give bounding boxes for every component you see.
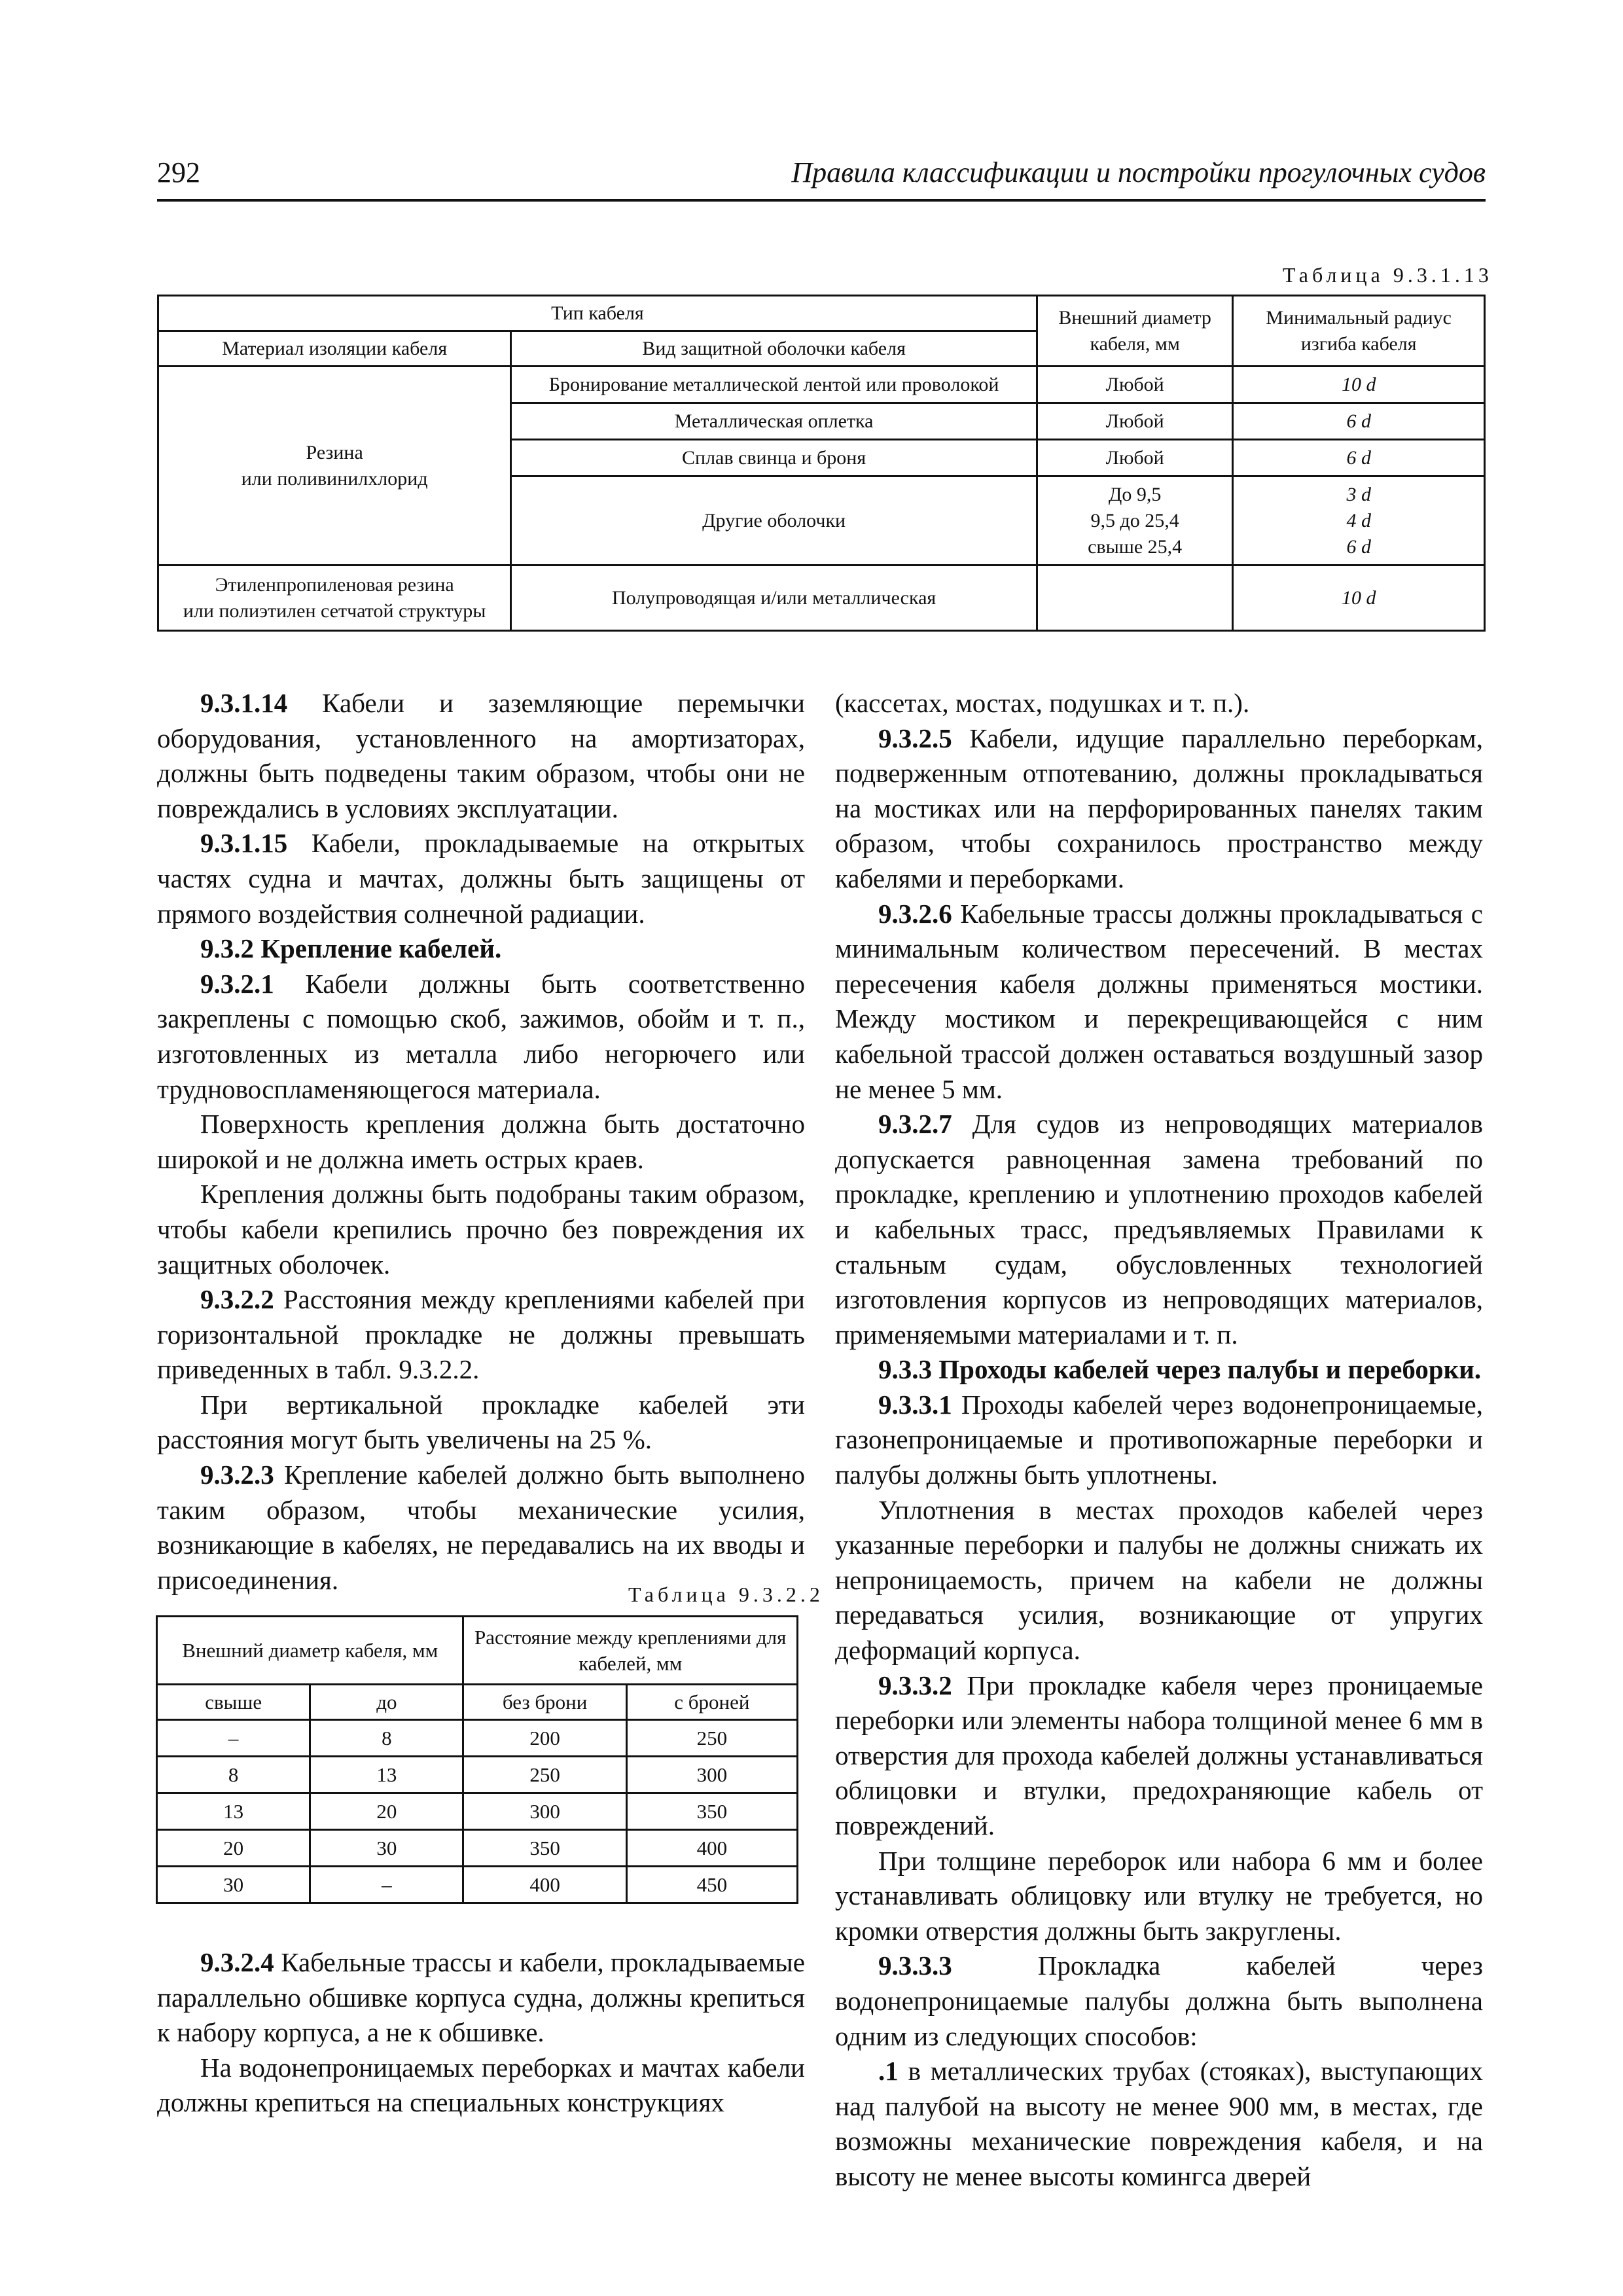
paragraph: 9.3.2.3 Крепление кабелей должно быть выполнено таким образом, чтобы механические усилия, возникающие в кабелях, не передавались на их вводы и присоединения. xyxy=(157,1460,805,1595)
table-cell: 30 xyxy=(157,1867,310,1903)
cable-fastening-distance-table xyxy=(156,1615,798,1904)
paragraph: При вертикальной прокладке кабелей эти расстояния могут быть увеличены на 25 %. xyxy=(157,1389,805,1455)
table-cell: 6 d xyxy=(1233,403,1485,440)
header-distance: Расстояние между креплениями для кабелей, мм xyxy=(463,1617,798,1685)
table-cell: 400 xyxy=(626,1830,797,1867)
table-cell: 8 xyxy=(157,1757,310,1793)
table-cell: Любой xyxy=(1037,403,1233,440)
right-column xyxy=(835,686,1483,2195)
table-cell: 10 d xyxy=(1233,565,1485,631)
table-cell: Металлическая оплетка xyxy=(511,403,1037,440)
paragraph: Поверхность крепления должна быть достаточно широкой и не должна иметь острых краев. xyxy=(157,1109,805,1174)
table-cell: 3 d 4 d 6 d xyxy=(1233,476,1485,565)
table-row xyxy=(157,1757,798,1793)
left-column-bottom xyxy=(157,1945,805,2121)
cable-bend-radius-table xyxy=(157,295,1486,632)
header-armored: с броней xyxy=(626,1685,797,1720)
table-row xyxy=(157,1830,798,1867)
table-cell: 450 xyxy=(626,1867,797,1903)
table-caption: Таблица 9.3.2.2 xyxy=(628,1583,824,1606)
paragraph: 9.3.3.3 Прокладка кабелей через водонепроницаемые палубы должна быть выполнена одним из следующих способов: xyxy=(835,1950,1483,2051)
section-heading: 9.3.3 Проходы кабелей через палубы и переборки. xyxy=(878,1354,1482,1385)
table-cell: 8 xyxy=(310,1720,463,1757)
paragraph: Уплотнения в местах проходов кабелей через указанные переборки и палубы не должны снижать их непроницаемость, причем на кабели не должны передаваться усилия, возникающие от упругих деформаций корпуса. xyxy=(835,1494,1483,1666)
table-cell: 250 xyxy=(626,1720,797,1757)
table-cell: Сплав свинца и броня xyxy=(511,440,1037,476)
header-over: свыше xyxy=(157,1685,310,1720)
table-cell: – xyxy=(157,1720,310,1757)
list-item: .1 в металлических трубах (стояках), выступающих над палубой на высоту не менее 900 мм, в местах, где возможны механические повреждения кабеля, и на высоту не менее высоты комингса дверей xyxy=(835,2056,1483,2191)
paragraph: На водонепроницаемых переборках и мачтах кабели должны крепиться на специальных конструкциях xyxy=(157,2052,805,2118)
table-cell: Резина или поливинилхлорид xyxy=(158,367,511,565)
table-cell: Этиленпропиленовая резина или полиэтилен сетчатой структуры xyxy=(158,565,511,631)
table-cell: 400 xyxy=(463,1867,626,1903)
table-cell: 350 xyxy=(463,1830,626,1867)
table-cell: Бронирование металлической лентой или проволокой xyxy=(511,367,1037,403)
table-cell: Любой xyxy=(1037,440,1233,476)
table-cell: 200 xyxy=(463,1720,626,1757)
table-cell: 20 xyxy=(310,1793,463,1830)
paragraph: (кассетах, мостах, подушках и т. п.). xyxy=(835,688,1250,718)
table-cell: 10 d xyxy=(1233,367,1485,403)
table-cell: 300 xyxy=(626,1757,797,1793)
table-row xyxy=(157,1793,798,1830)
table-row xyxy=(157,1867,798,1903)
page-header xyxy=(157,156,1486,202)
table-cell: 300 xyxy=(463,1793,626,1830)
paragraph: 9.3.2.6 Кабельные трассы должны прокладываться с минимальным количеством пересечений. В местах пересечения кабеля должны применяться мостики. Между мостиком и перекрещивающейся с ним кабельной трассой должен оставаться воздушный зазор не менее 5 мм. xyxy=(835,898,1483,1104)
paragraph: 9.3.3.2 При прокладке кабеля через проницаемые переборки или элементы набора толщиной менее 6 мм в отверстия для прохода кабелей должны устанавливаться облицовки и втулки, предохраняющие кабель от повреждений. xyxy=(835,1670,1483,1840)
table-cell: 30 xyxy=(310,1830,463,1867)
paragraph: 9.3.2.1 Кабели должны быть соответственно закреплены с помощью скоб, зажимов, обойм и т. п., изготовленных из металла либо негорючего или трудновоспламеняющегося материала. xyxy=(157,968,805,1104)
header-unarmored: без брони xyxy=(463,1685,626,1720)
header-material: Материал изоляции кабеля xyxy=(158,331,511,367)
header-diameter: Внешний диаметр кабеля, мм xyxy=(1037,296,1233,367)
table-cell: 350 xyxy=(626,1793,797,1830)
paragraph: 9.3.2.2 Расстояния между креплениями кабелей при горизонтальной прокладке не должны превышать приведенных в табл. 9.3.2.2. xyxy=(157,1284,805,1385)
page-number: 292 xyxy=(157,156,200,188)
paragraph: 9.3.3.1 Проходы кабелей через водонепроницаемые, газонепроницаемые и противопожарные переборки и палубы должны быть уплотнены. xyxy=(835,1389,1483,1490)
table-cell: Другие оболочки xyxy=(511,476,1037,565)
header-radius: Минимальный радиус изгиба кабеля xyxy=(1233,296,1485,367)
table-cell: 13 xyxy=(310,1757,463,1793)
paragraph: 9.3.1.15 Кабели, прокладываемые на открытых частях судна и мачтах, должны быть защищены от прямого воздействия солнечной радиации. xyxy=(157,828,805,929)
paragraph: При толщине переборок или набора 6 мм и более устанавливать облицовку или втулку не требуется, но кромки отверстия должны быть закруглены. xyxy=(835,1845,1483,1946)
table-cell: 6 d xyxy=(1233,440,1485,476)
section-heading: 9.3.2 Крепление кабелей. xyxy=(200,933,502,964)
running-title: Правила классификации и постройки прогулочных судов xyxy=(791,156,1486,188)
paragraph: 9.3.2.7 Для судов из непроводящих материалов допускается равноценная замена требований по прокладке, креплению и уплотнению проходов кабелей и кабельных трасс, предъявляемых Правилами к стальным судам, обусловленных технологией изготовления корпусов из непроводящих материалов, применяемыми материалами и т. п. xyxy=(835,1109,1483,1350)
table-cell: Любой xyxy=(1037,367,1233,403)
table-cell: 250 xyxy=(463,1757,626,1793)
table-caption: Таблица 9.3.1.13 xyxy=(1283,263,1493,287)
table-cell: 13 xyxy=(157,1793,310,1830)
table-cell: До 9,5 9,5 до 25,4 свыше 25,4 xyxy=(1037,476,1233,565)
table-row xyxy=(157,1720,798,1757)
header-diameter: Внешний диаметр кабеля, мм xyxy=(157,1617,463,1685)
table-cell: Полупроводящая и/или металлическая xyxy=(511,565,1037,631)
header-to: до xyxy=(310,1685,463,1720)
table-cell: – xyxy=(310,1867,463,1903)
paragraph: 9.3.2.4 Кабельные трассы и кабели, прокладываемые параллельно обшивке корпуса судна, должны крепиться к набору корпуса, а не к обшивке. xyxy=(157,1947,805,2048)
table-cell xyxy=(1037,565,1233,631)
header-sheath: Вид защитной оболочки кабеля xyxy=(511,331,1037,367)
header-cable-type: Тип кабеля xyxy=(158,296,1037,331)
paragraph: Крепления должны быть подобраны таким образом, чтобы кабели крепились прочно без повреждения их защитных оболочек. xyxy=(157,1179,805,1280)
left-column xyxy=(157,686,805,1598)
paragraph: 9.3.1.14 Кабели и заземляющие перемычки оборудования, установленного на амортизаторах, должны быть подведены таким образом, чтобы они не повреждались в условиях эксплуатации. xyxy=(157,688,805,823)
paragraph: 9.3.2.5 Кабели, идущие параллельно переборкам, подверженным отпотеванию, должны прокладываться на мостиках или на перфорированных панелях таким образом, чтобы сохранилось пространство между кабелями и переборками. xyxy=(835,723,1483,893)
table-cell: 20 xyxy=(157,1830,310,1867)
